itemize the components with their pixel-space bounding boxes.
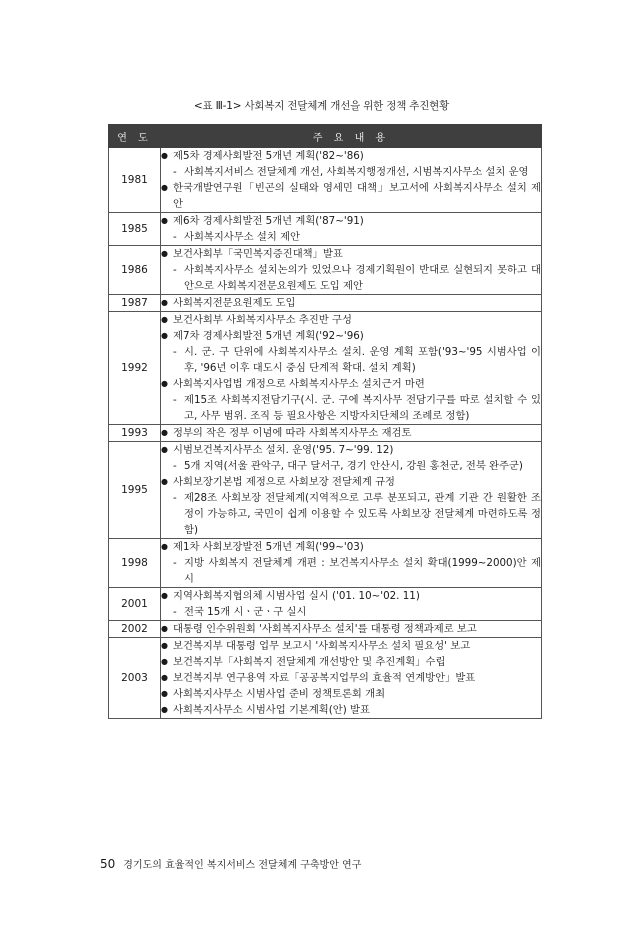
item-text: 사회복지사무소 설치논의가 있었으나 경제기획원이 반대로 실현되지 못하고 대안으로 사회복지전문요원제도 도입 제안	[184, 264, 541, 292]
item-text: 사회복지사무소 시범사업 준비 정책토론회 개최	[173, 688, 386, 700]
item-text: 보건복지부 대통령 업무 보고시 '사회복지사무소 설치 필요성' 보고	[173, 640, 471, 652]
item-text: 보건사회부「국민복지증진대책」발표	[173, 248, 343, 260]
bullet-item	[161, 312, 541, 328]
item-text: 시. 군. 구 단위에 사회복지사무소 설치. 운영 계획 포함('93~'95 시범사업 이후, '96년 이후 대도시 중심 단계적 확대. 설치 계획)	[184, 346, 541, 374]
table-row	[109, 638, 542, 719]
dash-icon: -	[173, 557, 177, 569]
bullet-icon: ●	[161, 705, 168, 714]
dash-icon: -	[173, 346, 177, 358]
bullet-item	[161, 670, 541, 686]
header-content: 주 요 내 용	[161, 125, 542, 148]
bullet-item	[161, 474, 541, 490]
item-text: 시범보건복지사무소 설치. 운영('95. 7~'99. 12)	[173, 444, 394, 456]
table-header-row	[109, 125, 542, 148]
item-text: 사회복지전문요원제도 도입	[173, 297, 296, 309]
policy-table	[108, 124, 542, 719]
item-text: 사회보장기본법 제정으로 사회보장 전달체계 규정	[173, 476, 395, 488]
item-text: 제28조 사회보장 전달체계(지역적으로 고루 분포되고, 관계 기관 간 원활한 조정이 가능하고, 국민이 쉽게 이용할 수 있도록 사회보장 전달체계 마련하도록 정함)	[184, 492, 541, 536]
item-text: 제7차 경제사회발전 5개년 계획('92~'96)	[173, 330, 364, 342]
page-footer	[100, 856, 361, 871]
bullet-item	[161, 295, 541, 311]
item-text: 보건복지부 연구용역 자료「공공복지업무의 효율적 연계방안」발표	[173, 672, 476, 684]
bullet-item	[161, 588, 541, 604]
table-row	[109, 588, 542, 621]
content-cell	[161, 148, 542, 213]
bullet-item	[161, 654, 541, 670]
table-row	[109, 213, 542, 246]
bullet-icon: ●	[161, 673, 168, 682]
bullet-item	[161, 376, 541, 392]
item-text: 한국개발연구원「빈곤의 실태와 영세민 대책」보고서에 사회복지사무소 설치 제안	[173, 182, 541, 210]
item-text: 제5차 경제사회발전 5개년 계획('82~'86)	[173, 150, 364, 162]
item-text: 사회복지서비스 전달체계 개선, 사회복지행정개선, 시범복지사무소 설치 운영	[184, 166, 529, 178]
item-text: 제15조 사회복지전담기구(시. 군. 구에 복지사무 전담기구를 따로 설치할 수 있고, 사무 범위. 조직 등 필요사항은 지방자치단체의 조례로 정함)	[184, 394, 541, 422]
year-cell: 1992	[109, 312, 161, 425]
table-caption: <표 Ⅲ-1> 사회복지 전달체계 개선을 위한 정책 추진현황	[193, 100, 450, 112]
item-text: 제1차 사회보장발전 5개년 계획('99~'03)	[173, 541, 364, 553]
year-cell: 1998	[109, 539, 161, 588]
bullet-icon: ●	[161, 216, 168, 225]
year-cell: 1993	[109, 425, 161, 442]
bullet-icon: ●	[161, 477, 168, 486]
sub-item	[161, 164, 541, 180]
table-row	[109, 295, 542, 312]
bullet-icon: ●	[161, 624, 168, 633]
year-cell: 1981	[109, 148, 161, 213]
year-cell: 2003	[109, 638, 161, 719]
content-cell	[161, 621, 542, 638]
item-text: 보건복지부「사회복지 전달체계 개선방안 및 추진계획」수립	[173, 656, 446, 668]
content-cell	[161, 539, 542, 588]
year-cell: 1985	[109, 213, 161, 246]
year-cell: 1987	[109, 295, 161, 312]
year-cell: 1995	[109, 442, 161, 539]
bullet-item	[161, 442, 541, 458]
content-cell	[161, 295, 542, 312]
sub-item	[161, 229, 541, 245]
sub-item	[161, 604, 541, 620]
table-row	[109, 148, 542, 213]
item-text: 대통령 인수위원회 '사회복지사무소 설치'를 대통령 정책과제로 보고	[173, 623, 477, 635]
item-text: 지역사회복지협의체 시범사업 실시 ('01. 10~'02. 11)	[173, 590, 420, 602]
bullet-icon: ●	[161, 315, 168, 324]
bullet-item	[161, 539, 541, 555]
year-cell: 2001	[109, 588, 161, 621]
sub-item	[161, 392, 541, 424]
year-cell: 1986	[109, 246, 161, 295]
page-number: 50	[100, 857, 116, 871]
dash-icon: -	[173, 166, 177, 178]
header-year: 연 도	[109, 125, 161, 148]
year-cell: 2002	[109, 621, 161, 638]
bullet-item	[161, 702, 541, 718]
item-text: 제6차 경제사회발전 5개년 계획('87~'91)	[173, 215, 364, 227]
content-cell	[161, 638, 542, 719]
table-row	[109, 312, 542, 425]
bullet-item	[161, 638, 541, 654]
bullet-icon: ●	[161, 657, 168, 666]
dash-icon: -	[173, 264, 177, 276]
dash-icon: -	[173, 231, 177, 243]
table-row	[109, 246, 542, 295]
dash-icon: -	[173, 394, 177, 406]
content-cell	[161, 425, 542, 442]
bullet-icon: ●	[161, 331, 168, 340]
content-cell	[161, 213, 542, 246]
bullet-icon: ●	[161, 428, 168, 437]
content-cell	[161, 312, 542, 425]
content-cell	[161, 246, 542, 295]
bullet-item	[161, 328, 541, 344]
content-cell	[161, 588, 542, 621]
bullet-item	[161, 686, 541, 702]
sub-item	[161, 344, 541, 376]
item-text: 보건사회부 사회복지사무소 추진반 구성	[173, 314, 352, 326]
sub-item	[161, 458, 541, 474]
item-text: 사회복지사업법 개정으로 사회복지사무소 설치근거 마련	[173, 378, 425, 390]
dash-icon: -	[173, 460, 177, 472]
bullet-item	[161, 180, 541, 212]
item-text: 사회복지사무소 시범사업 기본계획(안) 발표	[173, 704, 370, 716]
item-text: 사회복지사무소 설치 제안	[184, 231, 300, 243]
bullet-icon: ●	[161, 641, 168, 650]
table-row	[109, 442, 542, 539]
content-cell	[161, 442, 542, 539]
bullet-item	[161, 621, 541, 637]
bullet-icon: ●	[161, 298, 168, 307]
bullet-icon: ●	[161, 249, 168, 258]
bullet-icon: ●	[161, 689, 168, 698]
bullet-icon: ●	[161, 445, 168, 454]
item-text: 5개 지역(서울 관악구, 대구 달서구, 경기 안산시, 강원 홍천군, 전북 완주군)	[184, 460, 523, 472]
table-row	[109, 539, 542, 588]
bullet-icon: ●	[161, 379, 168, 388]
table-row	[109, 425, 542, 442]
bullet-icon: ●	[161, 151, 168, 160]
sub-item	[161, 555, 541, 587]
bullet-item	[161, 425, 541, 441]
item-text: 정부의 작은 정부 이념에 따라 사회복지사무소 재검토	[173, 427, 412, 439]
bullet-icon: ●	[161, 542, 168, 551]
bullet-item	[161, 148, 541, 164]
bullet-item	[161, 246, 541, 262]
sub-item	[161, 262, 541, 294]
sub-item	[161, 490, 541, 538]
bullet-item	[161, 213, 541, 229]
bullet-icon: ●	[161, 183, 168, 192]
table-row	[109, 621, 542, 638]
footer-title: 경기도의 효율적인 복지서비스 전달체계 구축방안 연구	[123, 860, 362, 871]
dash-icon: -	[173, 492, 177, 504]
bullet-icon: ●	[161, 591, 168, 600]
dash-icon: -	[173, 606, 177, 618]
item-text: 지방 사회복지 전달체계 개편 : 보건복지사무소 설치 확대(1999~2000)안 제시	[184, 557, 541, 585]
item-text: 전국 15개 시ㆍ군ㆍ구 실시	[184, 606, 307, 618]
